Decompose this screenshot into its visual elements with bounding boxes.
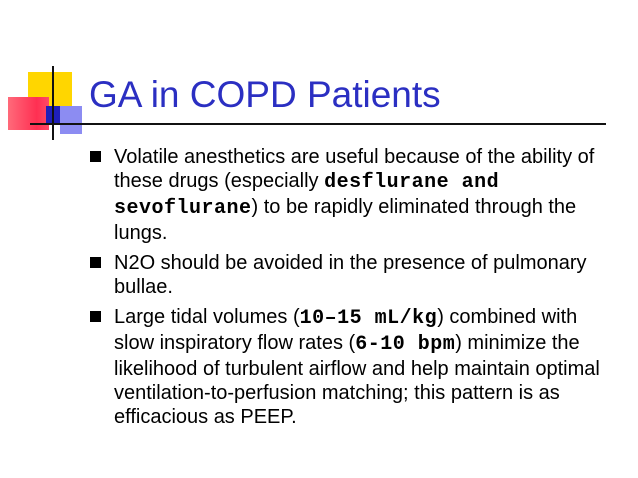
square-bullet-icon — [90, 257, 101, 268]
slide-title: GA in COPD Patients — [89, 74, 441, 115]
bullet-item-n2o — [90, 251, 620, 299]
vertical-rule — [52, 66, 54, 140]
bullet-text-pre: Large tidal volumes ( — [114, 306, 300, 328]
light-blue-square — [60, 106, 82, 134]
bullet-item-volatile-anesthetics — [90, 145, 620, 245]
bullet-item-tidal-volumes — [90, 305, 620, 429]
bullet-text-mid: ) combined with slow inspiratory flow rates ( — [114, 306, 578, 354]
bullet-text-post: ) minimize the likelihood of turbulent airflow and help maintain optimal ventilation-to-perfusion matching; this pattern is as efficacious as PEEP. — [114, 332, 600, 428]
title-underline-rule — [30, 123, 606, 125]
red-square — [8, 97, 49, 130]
bullet-text-bold-rate: 6-10 bpm — [355, 333, 456, 356]
bullet-text: N2O should be avoided in the presence of pulmonary bullae. — [114, 252, 587, 298]
square-bullet-icon — [90, 151, 101, 162]
bullet-text-bold: desflurane and sevoflurane — [114, 171, 500, 220]
bullet-text-pre: Volatile anesthetics are useful because of the ability of these drugs (especially — [114, 146, 595, 192]
bullet-list — [90, 145, 620, 435]
bullet-text-post: ) to be rapidly eliminated through the lungs. — [114, 196, 577, 244]
square-bullet-icon — [90, 311, 101, 322]
bullet-text-bold-volume: 10–15 mL/kg — [299, 307, 438, 330]
